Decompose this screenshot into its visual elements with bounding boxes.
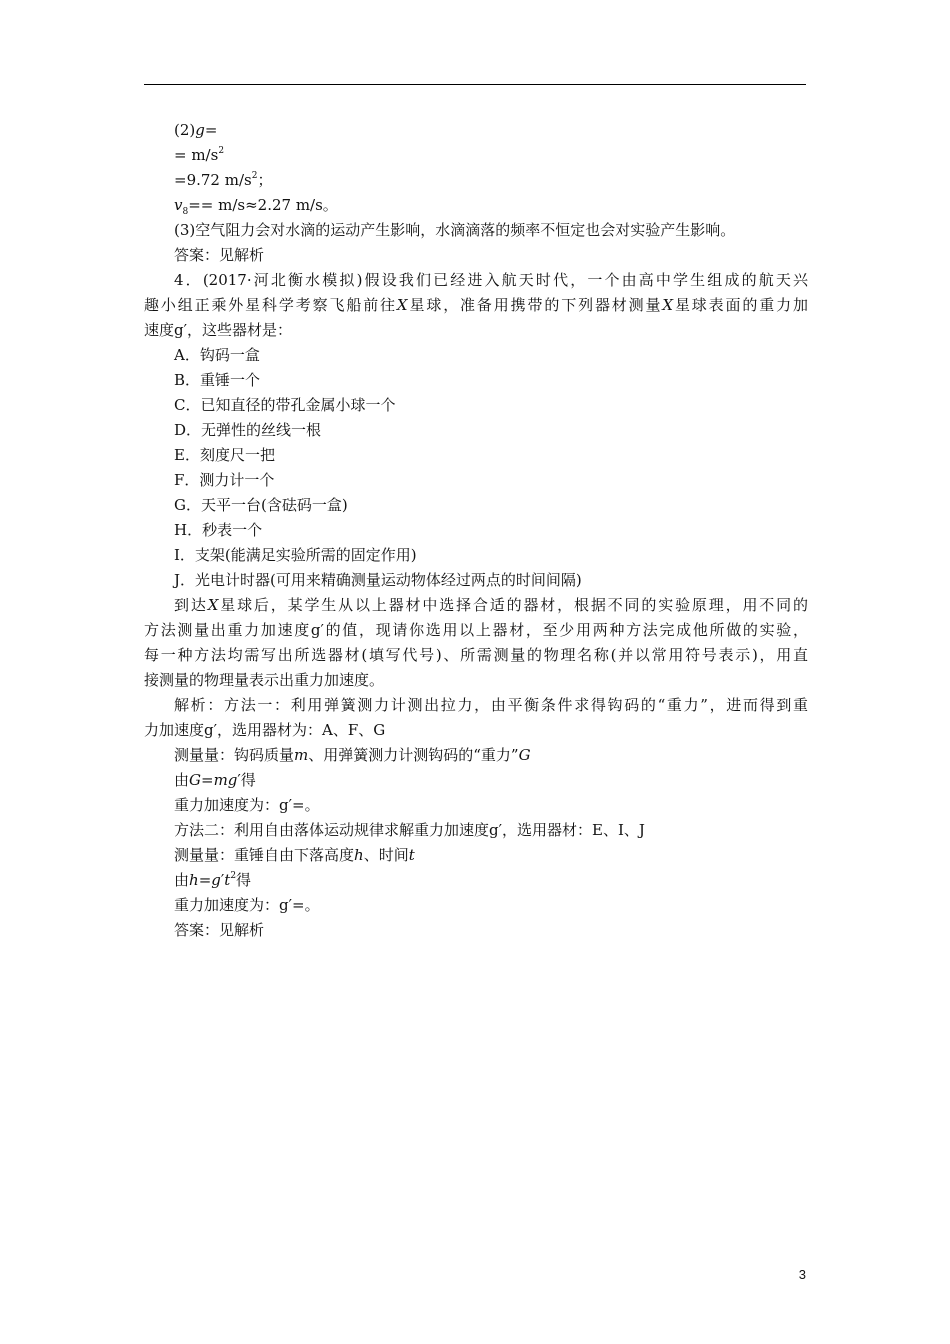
- part2-g-line: [144, 118, 808, 143]
- option-g: G．天平一台(含砝码一盒): [174, 496, 348, 514]
- option-a: A．钩码一盒: [174, 346, 260, 364]
- solution-method1-line1: 解析：方法一：利用弹簧测力计测出拉力，由平衡条件求得钩码的“重力”，进而得到重: [174, 696, 808, 714]
- part3-line: (3)空气阻力会对水滴的运动产生影响，水滴滴落的频率不恒定也会对实验产生影响。: [174, 221, 736, 239]
- question4-line2: 趣小组正乘外星科学考察飞船前往X星球，准备用携带的下列器材测量X星球表面的重力加: [144, 296, 808, 314]
- answer-line-final: 答案：见解析: [174, 921, 265, 939]
- option-h: H．秒表一个: [174, 521, 263, 539]
- solution-method1-measure: 测量量：钩码质量m、用弹簧测力计测钩码的“重力”G: [174, 746, 531, 764]
- solution-method2-measure: 测量量：重锤自由下落高度h、时间t: [174, 846, 415, 864]
- answer-line: 答案：见解析: [174, 246, 265, 264]
- option-c: C．已知直径的带孔金属小球一个: [174, 396, 396, 414]
- option-j: J．光电计时器(可用来精确测量运动物体经过两点的时间间隔): [174, 571, 582, 589]
- solution-method2-line1: 方法二：利用自由落体运动规律求解重力加速度g′，选用器材：E、I、J: [174, 821, 645, 839]
- task-line4: 接测量的物理量表示出重力加速度。: [144, 671, 385, 689]
- part2-line2: = $m/s^2$: [174, 146, 225, 164]
- part2-v-line: $v_8== m/s\approx 2.27$ m/s。: [174, 196, 338, 217]
- solution-method1-line2: 力加速度g′，选用器材为：A、F、G: [144, 721, 386, 739]
- question4-line1: 4．(2017·河北衡水模拟)假设我们已经进入航天时代，一个由高中学生组成的航天兴: [174, 271, 808, 289]
- option-e: E．刻度尺一把: [174, 446, 275, 464]
- option-f: F．测力计一个: [174, 471, 275, 489]
- solution-method1-formula: 由G=mg′得: [174, 771, 256, 789]
- part2-label: (2): [174, 121, 196, 139]
- option-i: I．支架(能满足实验所需的固定作用): [174, 546, 417, 564]
- header-rule: [144, 84, 806, 85]
- solution-method1-result: 重力加速度为：g′=。: [174, 796, 320, 814]
- document-body: [144, 118, 808, 943]
- task-line1: 到达X星球后，某学生从以上器材中选择合适的器材，根据不同的实验原理，用不同的: [174, 596, 808, 614]
- page-number: 3: [798, 1267, 806, 1282]
- solution-method2-formula: 由$h=g't^2$得: [174, 871, 252, 889]
- equals: =: [204, 121, 218, 139]
- option-d: D．无弹性的丝线一根: [174, 421, 322, 439]
- option-b: B．重锤一个: [174, 371, 261, 389]
- g-variable: g: [195, 121, 205, 139]
- task-line2: 方法测量出重力加速度g′的值，现请你选用以上器材，至少用两种方法完成他所做的实验，: [144, 621, 808, 639]
- solution-method2-result: 重力加速度为：g′=。: [174, 896, 320, 914]
- task-line3: 每一种方法均需写出所选器材(填写代号)、所需测量的物理名称(并以常用符号表示)，用直: [144, 646, 808, 664]
- question4-line3: 速度g′，这些器材是：: [144, 321, 293, 339]
- part2-line3: =9.72 $m/s^2$；: [174, 171, 273, 189]
